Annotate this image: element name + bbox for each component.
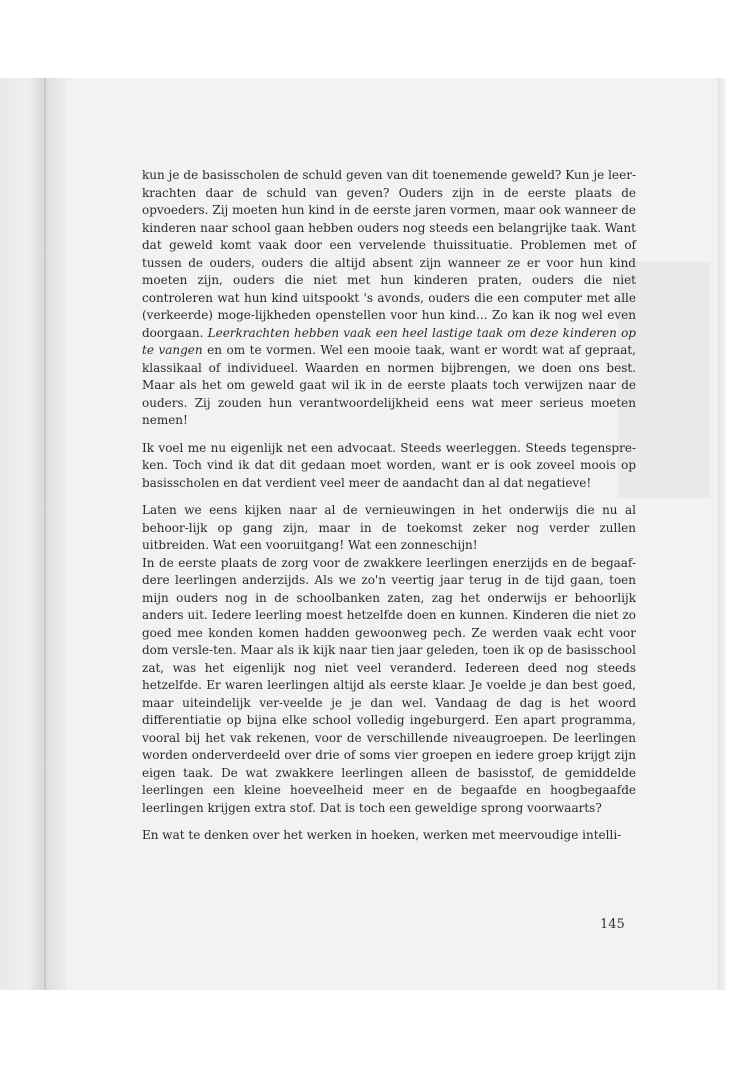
text-segment: Laten we eens kijken naar al de vernieuwingen in het onderwijs die nu al behoor-lijk op gang zijn, maar in de toekomst zeker nog verder zullen uitbreiden. Wat een vooruitgang! Wat een zonneschijn!: [142, 503, 636, 552]
paragraph: [142, 502, 636, 555]
page-edge: [718, 78, 726, 990]
paragraph: [142, 827, 636, 845]
page-number: 145: [600, 917, 625, 932]
paragraph: [142, 555, 636, 818]
paragraph: [142, 167, 636, 430]
spine-fold-line: [44, 78, 46, 990]
text-segment: In de eerste plaats de zorg voor de zwakkere leerlingen enerzijds en de begaaf-dere leerlingen anderzijds. Als we zo'n veertig jaar terug in de tijd gaan, toen mijn ouders nog in de schoolbanken zaten, zag het onderwijs er behoorlijk anders uit. Iedere leerling moest hetzelfde doen en kunnen. Kinderen die niet zo goed mee konden komen hadden gewoonweg pech. Ze werden vaak echt voor dom versle-ten. Maar als ik kijk naar tien jaar geleden, toen ik op de basisschool zat, was het eigenlijk nog niet veel veranderd. Iedereen deed nog steeds hetzelfde. Er waren leerlingen altijd als eerste klaar. Je voelde je dan best goed, maar uiteindelijk ver-veelde je je dan wel. Vandaag de dag is het woord differentiatie op bijna elke school volledig ingeburgerd. Een apart programma, vooral bij het vak rekenen, voor de verschillende niveaugroepen. De leerlingen worden onderverdeeld over drie of soms vier groepen en iedere groep krijgt zijn eigen taak. De wat zwakkere leerlingen alleen de basisstof, de gemiddelde leerlingen een kleine hoeveelheid meer en de begaafde en hoogbegaafde leerlingen krijgen extra stof. Dat is toch een geweldige sprong voorwaarts?: [142, 555, 636, 815]
book-spine: [0, 78, 66, 990]
italic-text-segment: Leerkrachten hebben vaak een heel lastige taak om deze kinderen op te vangen: [142, 325, 636, 357]
text-segment: En wat te denken over het werken in hoeken, werken met meervoudige intelli-: [142, 828, 622, 842]
text-segment: en om te vormen. Wel een mooie taak, want er wordt wat af gepraat, klassikaal of individueel. Waarden en normen bijbrengen, we doen ons best. Maar als het om geweld gaat wil ik in de eerste plaats toch verwijzen naar de ouders. Zij zouden hun verantwoordelijkheid eens wat meer serieus moeten nemen!: [142, 343, 636, 427]
text-segment: Ik voel me nu eigenlijk net een advocaat. Steeds weerleggen. Steeds tegenspre-ken. Toch vind ik dat dit gedaan moet worden, want er is ook zoveel moois op basisscholen en dat verdient veel meer de aandacht dan al dat negatieve!: [142, 440, 636, 490]
paragraph: [142, 440, 636, 493]
text-segment: kun je de basisscholen de schuld geven van dit toenemende geweld? Kun je leer-krachten daar de schuld van geven? Ouders zijn in de eerste plaats de opvoeders. Zij moeten hun kind in de eerste jaren vormen, maar ook wanneer de kinderen naar school gaan hebben ouders nog steeds een belangrijke taak. Want dat geweld komt vaak door een vervelende thuissituatie. Problemen met of tussen de ouders, ouders die altijd absent zijn wanneer ze er voor hun kind moeten zijn, ouders die niet met hun kinderen praten, ouders die niet controleren wat hun kind uitspookt 's avonds, ouders die een computer met alle (verkeerde) moge-lijkheden openstellen voor hun kind... Zo kan ik nog wel even doorgaan.: [142, 168, 636, 340]
body-text: [142, 167, 636, 845]
